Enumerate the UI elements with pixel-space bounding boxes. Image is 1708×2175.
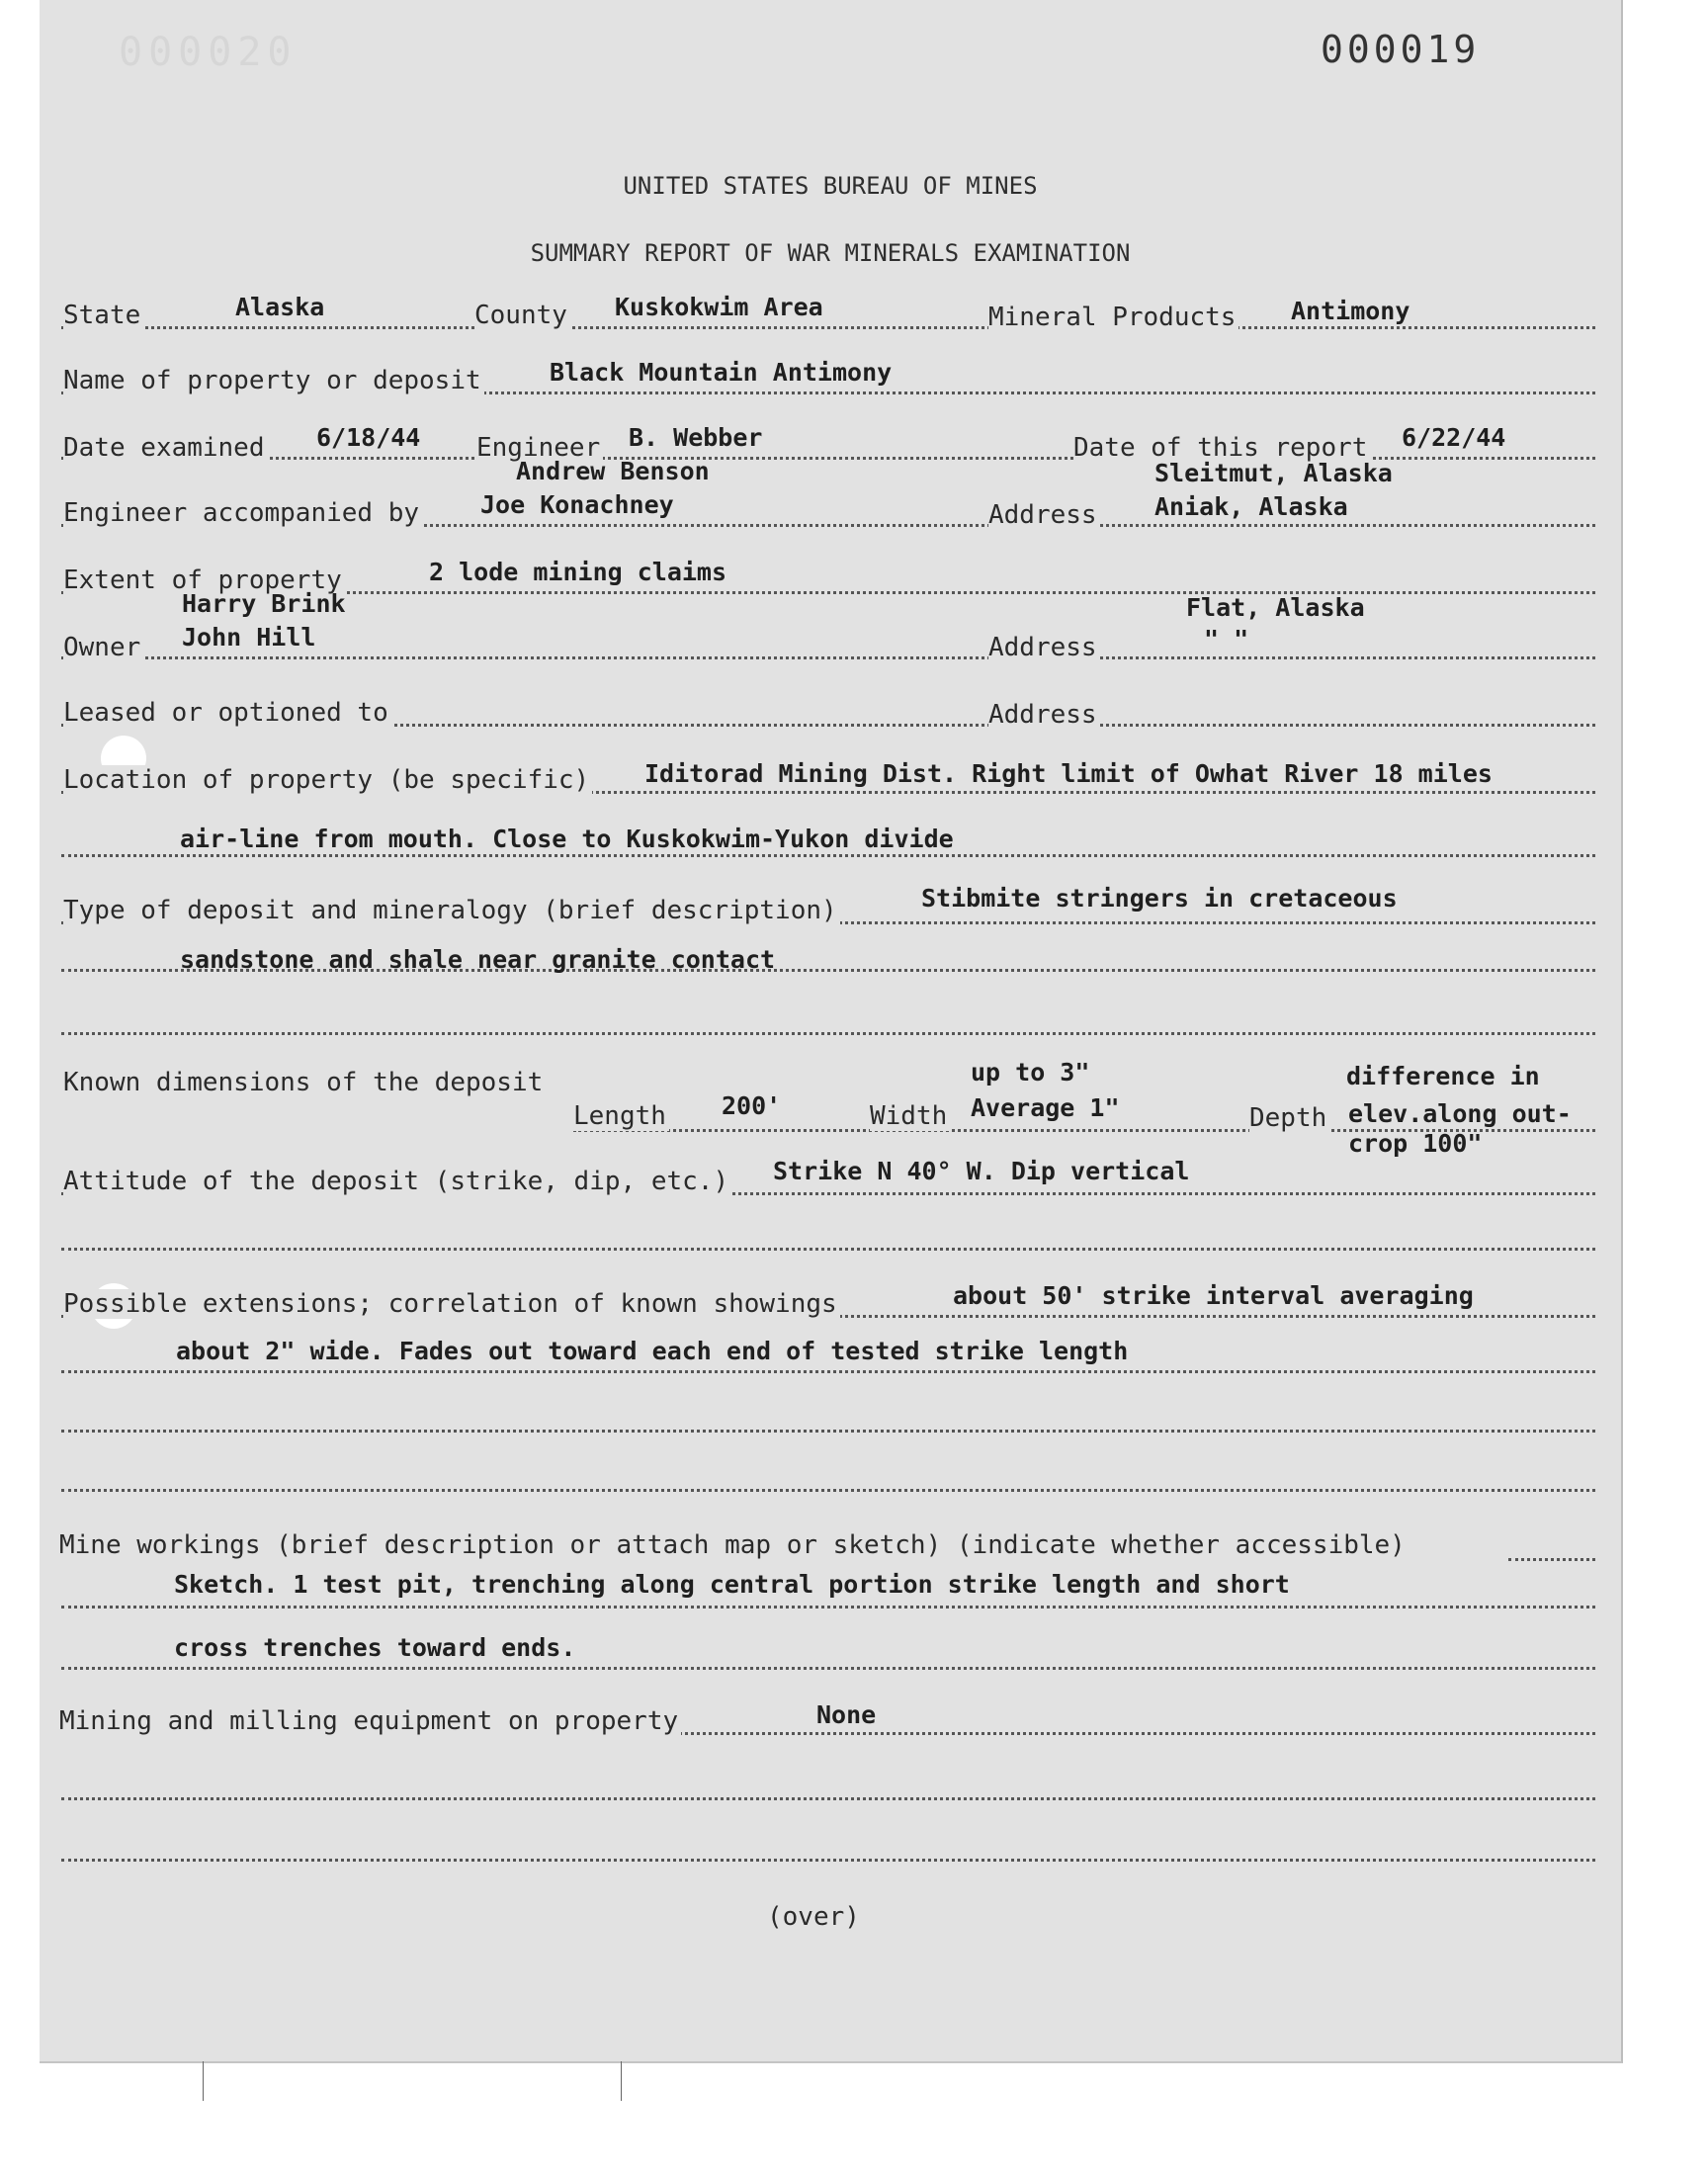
document-number: 000019 — [1321, 28, 1481, 71]
dotted-line — [61, 1606, 1595, 1609]
mineral-products-label: Mineral Products — [988, 303, 1238, 332]
extent-label: Extent of property — [63, 566, 345, 595]
owner-value-2: John Hill — [182, 623, 316, 652]
deposit-value-2: sandstone and shale near granite contact — [180, 945, 776, 974]
bleed-through-number: 000020 — [119, 30, 298, 75]
equipment-label: Mining and milling equipment on property — [59, 1706, 681, 1736]
dotted-line — [61, 1667, 1595, 1670]
accompanied-address-value-2: Aniak, Alaska — [1154, 492, 1348, 521]
deposit-type-label: Type of deposit and mineralogy (brief description) — [63, 896, 840, 925]
location-value-1: Iditorad Mining Dist. Right limit of Owhat River 18 miles — [644, 759, 1493, 788]
agency-heading: UNITED STATES BUREAU OF MINES — [623, 172, 1038, 200]
accompanied-address-label: Address — [988, 500, 1100, 530]
workings-label: Mine workings (brief description or attach map or sketch) (indicate whether accessible) — [59, 1530, 1409, 1560]
date-examined-value: 6/18/44 — [316, 423, 421, 452]
depth-value-1: difference in — [1346, 1062, 1540, 1090]
leased-address-label: Address — [988, 700, 1100, 730]
deposit-value-1: Stibmite stringers in cretaceous — [921, 884, 1398, 913]
depth-value-2: elev.along out- — [1348, 1099, 1572, 1128]
leased-label: Leased or optioned to — [63, 698, 391, 728]
over-note: (over) — [767, 1902, 860, 1932]
location-value-2: air-line from mouth. Close to Kuskokwim-Yukon divide — [180, 825, 954, 853]
page-edge-line — [203, 2061, 204, 2101]
owner-label: Owner — [63, 633, 143, 662]
extensions-value-1: about 50' strike interval averaging — [953, 1281, 1474, 1310]
date-report-label: Date of this report — [1073, 433, 1370, 463]
location-label: Location of property (be specific) — [63, 765, 592, 795]
owner-address-label: Address — [988, 633, 1100, 662]
dotted-line — [61, 1797, 1595, 1800]
accompanied-by-value-2: Joe Konachney — [480, 490, 674, 519]
extensions-label: Possible extensions; correlation of known showings — [63, 1289, 840, 1319]
date-report-value: 6/22/44 — [1402, 423, 1506, 452]
property-name-label: Name of property or deposit — [63, 366, 484, 395]
state-value: Alaska — [235, 293, 325, 321]
depth-label: Depth — [1249, 1103, 1329, 1133]
engineer-value: B. Webber — [629, 423, 763, 452]
mineral-products-value: Antimony — [1291, 297, 1410, 325]
owner-address-value-1: Flat, Alaska — [1186, 593, 1365, 622]
dotted-line — [61, 326, 1595, 329]
extensions-value-2: about 2" wide. Fades out toward each end of tested strike length — [176, 1337, 1129, 1365]
dotted-line — [1508, 1558, 1595, 1561]
owner-address-value-2: " " — [1204, 625, 1249, 653]
attitude-value: Strike N 40° W. Dip vertical — [773, 1157, 1190, 1185]
length-value: 200' — [722, 1091, 782, 1120]
attitude-label: Attitude of the deposit (strike, dip, etc.) — [63, 1167, 731, 1196]
width-value-1: up to 3" — [971, 1058, 1090, 1087]
accompanied-by-label: Engineer accompanied by — [63, 498, 422, 528]
page-edge-line — [621, 2061, 622, 2101]
dotted-line — [61, 1370, 1595, 1373]
depth-value-3: crop 100" — [1348, 1129, 1483, 1158]
extent-value: 2 lode mining claims — [429, 558, 727, 586]
county-label: County — [474, 301, 570, 330]
accompanied-address-value-1: Sleitmut, Alaska — [1154, 459, 1393, 487]
dotted-line — [61, 1859, 1595, 1862]
workings-value-2: cross trenches toward ends. — [174, 1633, 576, 1662]
date-examined-label: Date examined — [63, 433, 268, 463]
length-label: Length — [573, 1101, 669, 1131]
equipment-value: None — [816, 1700, 877, 1729]
dotted-line — [61, 1430, 1595, 1433]
engineer-label: Engineer — [476, 433, 603, 463]
dotted-line — [61, 1489, 1595, 1492]
width-value-2: Average 1" — [971, 1093, 1120, 1122]
state-label: State — [63, 301, 143, 330]
width-label: Width — [870, 1101, 950, 1131]
accompanied-by-value-1: Andrew Benson — [516, 457, 710, 485]
dotted-line — [61, 1248, 1595, 1251]
known-dimensions-label: Known dimensions of the deposit — [63, 1068, 546, 1097]
property-name-value: Black Mountain Antimony — [550, 358, 893, 387]
report-title: SUMMARY REPORT OF WAR MINERALS EXAMINATION — [530, 239, 1131, 267]
county-value: Kuskokwim Area — [615, 293, 823, 321]
dotted-line — [61, 656, 1595, 659]
dotted-line — [61, 854, 1595, 857]
owner-value-1: Harry Brink — [182, 589, 346, 618]
workings-value-1: Sketch. 1 test pit, trenching along central portion strike length and short — [174, 1570, 1290, 1599]
dotted-line — [61, 1032, 1595, 1035]
